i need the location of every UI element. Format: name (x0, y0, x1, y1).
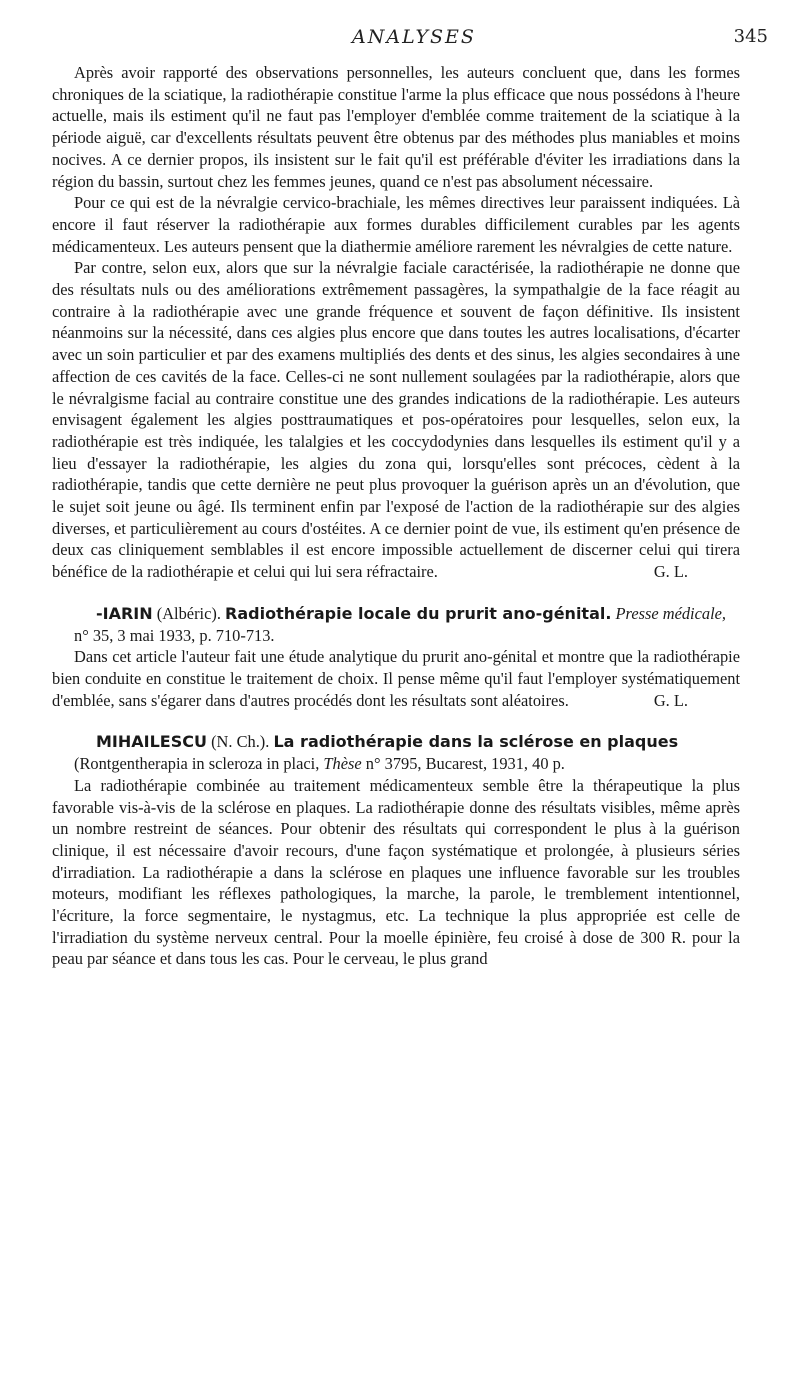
page-number: 345 (733, 26, 768, 47)
bibliography-entry (52, 731, 740, 970)
abstract-text: Dans cet article l'auteur fait une étude analytique du prurit ano-génital et montre que la radiothérapie bien conduite en constitue le traitement de choix. Il pense même qu'il faut l'employer systématiquement d'emblée, sans s'égarer dans d'autres procédés dont les résultats sont aléatoires. (52, 647, 740, 710)
entry-title-translation: (Rontgentherapia in scleroza in placi, (74, 754, 320, 774)
entry-abstract: La radiothérapie combinée au traitement médicamenteux semble être la thérapeutique la plus favorable vis-à-vis de la sclérose en plaques. La radiothérapie donne des résultats visibles, même après un nombre restreint de séances. Pour obtenir des résultats qui correspondent le plus à la guérison clinique, il est nécessaire d'avoir recours, d'une façon systématique et prolongée, à plusieurs séries d'irradiation. La radiothérapie a dans la sclérose en plaques une influence favorable sur les troubles moteurs, modifiant les réflexes pathologiques, la marche, la parole, le tremblement intentionnel, l'écriture, la force segmentaire, le nystagmus, etc. La technique la plus appropriée est celle de l'irradiation du système nerveux central. Pour la moelle épinière, feu croisé à dose de 300 R. pour la peau par séance et dans tous les cas. Pour le cerveau, le plus grand (52, 775, 740, 969)
author-first-name: (Albéric). (156, 603, 221, 623)
entry-abstract (52, 646, 740, 711)
entry-source: Thèse (323, 754, 362, 774)
bibliography-entry (52, 603, 740, 712)
author-first-name: (N. Ch.). (211, 732, 270, 752)
running-title: ANALYSES (352, 26, 476, 48)
reviewer-signature: G. L. (653, 690, 688, 710)
paragraph-text: Par contre, selon eux, alors que sur la névralgie faciale caractérisée, la radiothérapie ne donne que des résultats nuls ou des améliorations extrêmement passagères, la sympathalgie de la face réagit au contraire à la radiothérapie avec une grande fréquence et souvent de façon définitive. Ils insistent néanmoins sur la nécessité, dans ces algies plus encore que dans toutes les autres localisations, d'écarter avec un soin particulier et par des examens multipliés des dents et des sinus, les algies secondaires à une affection de ces cavités de la face. Celles-ci ne sont nullement soulagées par la radiothérapie, alors que le névralgisme facial au contraire constitue une des grandes indications de la radiothérapie. Les auteurs envisagent également les algies posttraumatiques et pos-opératoires pour lesquelles, selon eux, la radiothérapie est très indiquée, les talalgies et les coccydodynies dans lesquelles ils estiment qu'il y a lieu d'essayer la radiothérapie, les algies du zona qui, lorsqu'elles sont précoces, cèdent à la radiothérapie, tandis que cette dernière ne peut plus provoquer la guérison après un an d'évolution, que le sujet soit jeune ou âgé. Ils terminent enfin par l'exposé de l'action de la radiothérapie sur des algies diverses, et particulièrement au cours d'ostéites. A ce dernier point de vue, ils estiment qu'en présence de deux cas cliniquement semblables il est encore impossible actuellement de discerner celui qui tirera bénéfice de la radiothérapie et celui qui lui sera réfractaire. (52, 258, 740, 582)
page-body (52, 62, 740, 970)
author-name: MIHAILESCU (96, 732, 207, 752)
entry-details: n° 3795, Bucarest, 1931, 40 p. (365, 754, 565, 774)
paragraph: Pour ce qui est de la névralgie cervico-brachiale, les mêmes directives leur paraissent indiquées. Là encore il faut réserver la radiothérapie aux formes durables difficilement curables par les agents médicamenteux. Les auteurs pensent que la diathermie améliore rarement les névralgies de cette nature. (52, 193, 740, 256)
reviewer-signature: G. L. (653, 562, 688, 582)
entry-title: La radiothérapie dans la sclérose en plaques (273, 732, 679, 752)
entry-source: Presse médicale, (615, 603, 726, 623)
entry-details: n° 35, 3 mai 1933, p. 710-713. (74, 625, 275, 645)
paragraph: Après avoir rapporté des observations personnelles, les auteurs concluent que, dans les formes chroniques de la sciatique, la radiothérapie constitue l'arme la plus efficace que nous possédons à l'heure actuelle, mais ils estiment qu'il ne faut pas l'employer d'emblée comme traitement de la sciatique à la période aiguë, car d'excellents résultats peuvent être obtenus par des méthodes plus maniables et moins nocives. A ce dernier propos, ils insistent sur le fait qu'il est préférable d'éviter les irradiations dans la région du bassin, surtout chez les femmes jeunes, quand ce n'est pas absolument nécessaire. (52, 63, 740, 191)
entry-title: Radiothérapie locale du prurit ano-génital. (225, 603, 612, 623)
entry-heading (52, 603, 740, 646)
running-header (60, 26, 768, 54)
paragraph (52, 257, 740, 583)
author-name: -IARIN (96, 603, 153, 623)
entry-heading (52, 731, 740, 774)
review-continuation (52, 62, 740, 583)
